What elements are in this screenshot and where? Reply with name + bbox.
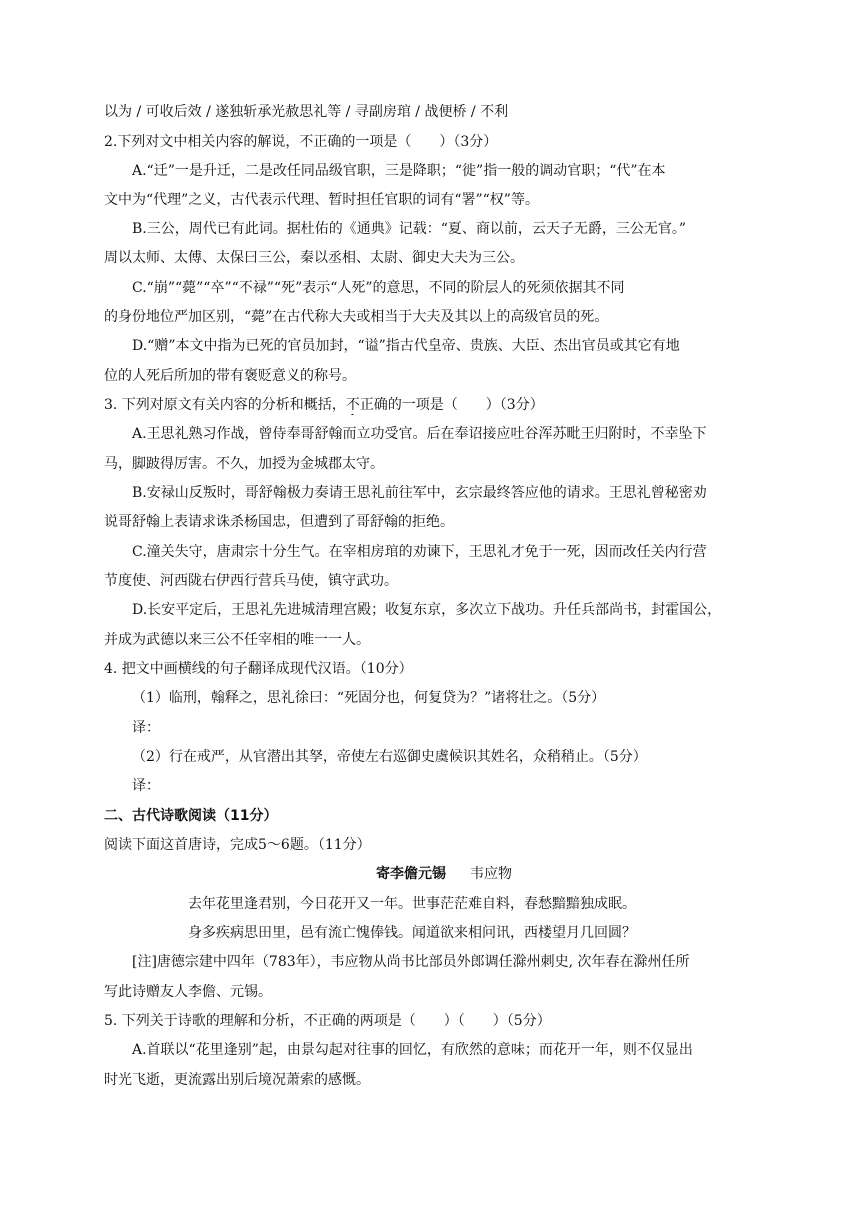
question-2-option-d: D.“赠”本文中指为已死的官员加封，“谥”指古代皇帝、贵族、大臣、杰出官员或其它有地 (132, 338, 680, 354)
question-2-option-a: A.“迁”一是升迁，二是改任同品级官职，三是降职；“徙”指一般的调动官职；“代”在本 (132, 163, 666, 179)
question-5-stem: 5. 下列关于诗歌的理解和分析，不正确的两项是（ ）（ ）（5分） (104, 1013, 551, 1029)
emphasis-dot-bu: 不 (345, 397, 360, 413)
question-2-option-a-cont: 文中为“代理”之义，古代表示代理、暂时担任官职的词有“署”“权”等。 (104, 192, 539, 208)
answer-segmentation-line: 以为 / 可收后效 / 遂独斩承光赦思礼等 / 寻副房琯 / 战便桥 / 不利 (104, 104, 509, 120)
poem-title: 寄李儋元锡 (376, 866, 446, 882)
question-3-stem-part1: 3. 下列对原文有关内容的分析和概括， (104, 397, 346, 413)
question-3-option-b-cont: 说哥舒翰上表请求诛杀杨国忠，但遭到了哥舒翰的拒绝。 (104, 514, 454, 530)
question-4-sentence-1: （1）临刑，翰释之，思礼徐曰：“死固分也，何复贷为？”诸将壮之。（5分） (132, 690, 606, 706)
question-3-stem-part3: 的一项是（ ）（3分） (387, 397, 544, 413)
question-2-option-b: B.三公，周代已有此词。据杜佑的《通典》记载：“夏、商以前，云天子无爵，三公无官。” (132, 221, 687, 237)
poetry-instruction: 阅读下面这首唐诗，完成5～6题。（11分） (104, 837, 371, 853)
poem-note: [注]唐德宗建中四年（783年），韦应物从尚书比部员外郎调任滁州刺史, 次年春在滁州任所 (132, 954, 690, 970)
question-3-option-d: D.长安平定后，王思礼先进城清理宫殿；收复东京，多次立下战功。升任兵部尚书，封霍国公， (132, 602, 722, 618)
question-3-option-a: A.王思礼熟习作战，曾侍奉哥舒翰而立功受官。后在奉诏接应吐谷浑苏毗王归附时，不幸坠下 (132, 426, 707, 442)
question-5-option-a-cont: 时光飞逝，更流露出别后境况萧索的感慨。 (104, 1072, 370, 1088)
poem-header (104, 864, 784, 884)
question-5-option-a: A.首联以“花里逢别”起，由景勾起对往事的回忆，有欣然的意味；而花开一年，则不仅显出 (132, 1042, 693, 1058)
poem-line-2: 身多疾病思田里，邑有流亡愧俸钱。闻道欲来相问讯，西楼望月几回圆？ (188, 925, 636, 941)
question-3-option-c-cont: 节度使、河西陇右伊西行营兵马使，镇守武功。 (104, 573, 398, 589)
translation-label-1: 译： (132, 720, 160, 736)
translation-label-2: 译： (132, 778, 160, 794)
poem-note-cont: 写此诗赠友人李儋、元锡。 (104, 984, 272, 1000)
question-2-option-b-cont: 周以太师、太傅、太保曰三公，秦以丞相、太尉、御史大夫为三公。 (104, 250, 524, 266)
question-4-sentence-2: （2）行在戒严，从官潜出其孥，帝使左右巡御史虞候识其姓名，众稍稍止。（5分） (132, 749, 647, 765)
poem-author: 韦应物 (470, 866, 512, 882)
question-3-option-d-cont: 并成为武德以来三公不任宰相的唯一一人。 (104, 632, 370, 648)
section-2-heading: 二、古代诗歌阅读（11分） (104, 808, 278, 824)
question-3-stem-part2: 正确 (359, 397, 388, 413)
question-3-option-c: C.潼关失守，唐肃宗十分生气。在宰相房琯的劝谏下，王思礼才免于一死，因而改任关内行营 (132, 544, 707, 560)
question-2-option-d-cont: 位的人死后所加的带有褒贬意义的称号。 (104, 368, 356, 384)
poem-line-1: 去年花里逢君别，今日花开又一年。世事茫茫难自料，春愁黯黯独成眠。 (188, 896, 636, 912)
question-2-option-c: C.“崩”“薨”“卒”“不禄”“死”表示“人死”的意思，不同的阶层人的死须依据其不同 (132, 280, 625, 296)
question-4-stem: 4. 把文中画横线的句子翻译成现代汉语。（10分） (104, 661, 413, 677)
question-3-stem (104, 395, 784, 415)
question-3-option-a-cont: 马，脚跛得厉害。不久，加授为金城郡太守。 (104, 456, 384, 472)
question-2-stem: 2.下列对文中相关内容的解说，不正确的一项是（ ）（3分） (104, 134, 498, 150)
question-2-option-c-cont: 的身份地位严加区别，“薨”在古代称大夫或相当于大夫及其以上的高级官员的死。 (104, 309, 609, 325)
question-3-option-b: B.安禄山反叛时，哥舒翰极力奏请王思礼前往军中，玄宗最终答应他的请求。王思礼曾秘密劝 (132, 485, 707, 501)
